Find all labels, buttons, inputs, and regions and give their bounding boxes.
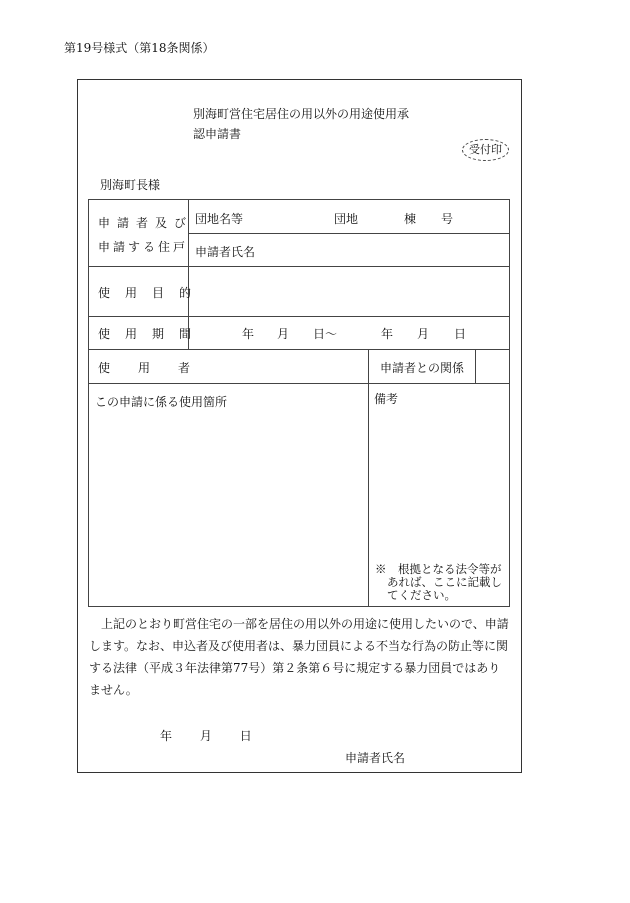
remarks-note [375,563,510,602]
period-to-month: 月 [417,327,430,341]
period-to-day: 日 [454,327,467,341]
remarks-note-line-2: あれば、ここに記載し [387,575,502,589]
relationship-label: 申請者との関係 [380,361,465,375]
period-from-day: 日〜 [313,327,338,341]
form-title-line-2: 認申請書 [193,127,242,141]
complex-name-label: 団地名等 [195,212,244,226]
row-divider-1 [88,266,510,267]
remarks-note-line-1: ※ 根拠となる法令等が [375,562,502,576]
row-divider-2 [88,316,510,317]
period-from-month: 月 [277,327,290,341]
remarks-label: 備考 [374,392,399,406]
addressee: 別海町長様 [100,178,161,192]
building-label: 棟 [404,212,417,226]
row-divider-4 [88,383,510,384]
table-border-right [509,199,510,607]
reception-stamp-box: 受付印 [462,139,509,161]
table-border-bottom [88,606,510,607]
period-label: 使用期間 [98,327,207,341]
form-title-line-1: 別海町営住宅居住の用以外の用途使用承 [193,107,410,121]
applicant-signature-label: 申請者氏名 [345,751,406,765]
period-to-year: 年 [381,327,394,341]
col-divider-relationship-left [368,349,369,607]
period-from-year: 年 [242,327,255,341]
col-divider-relationship-right [475,349,476,384]
applicant-label-line-1: 申請者及び [98,216,194,230]
application-date [160,727,252,744]
form-number-header: 第19号様式（第18条関係） [64,41,215,55]
applicant-name-label: 申請者氏名 [195,245,256,259]
date-month-label: 月 [199,729,212,743]
table-border-top [88,199,510,200]
unit-label: 号 [441,212,454,226]
applicant-label-line-2: 申請する住戸 [98,240,189,254]
declaration-text: 上記のとおり町営住宅の一部を居住の用以外の用途に使用したいので、申請します。なお、申込者及び使用者は、暴力団員による不当な行為の防止等に関する法律（平成３年法律第77号）第２条第６号に規定する暴力団員ではありません。 [89,617,509,697]
date-day-label: 日 [239,729,252,743]
date-year-label: 年 [160,729,173,743]
user-label: 使用者 [98,361,219,375]
complex-suffix-label: 団地 [334,212,359,226]
purpose-label: 使用目的 [98,286,207,300]
row-divider-applicant-inner [188,233,510,234]
remarks-note-line-3: てください。 [387,588,456,602]
table-border-left [88,199,89,607]
location-label: この申請に係る使用箇所 [95,395,228,409]
row-divider-3 [88,349,510,350]
